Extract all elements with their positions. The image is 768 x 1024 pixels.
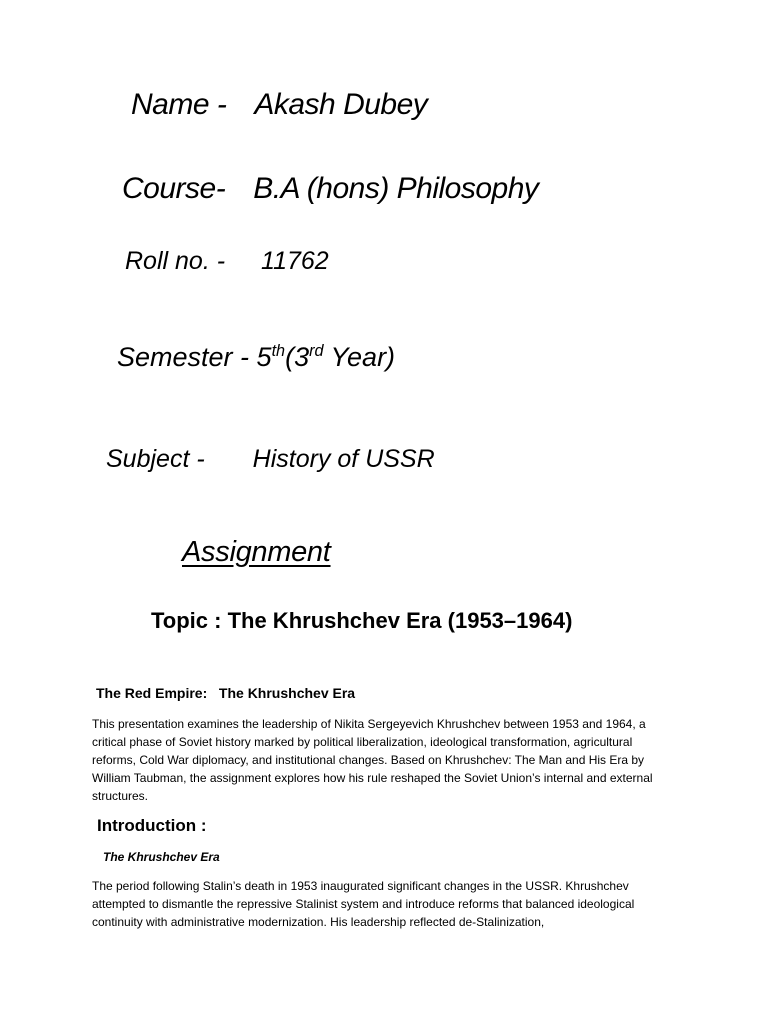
semester-year-close: Year) [323,342,396,372]
subject-value: History of USSR [252,445,435,473]
summary-paragraph: This presentation examines the leadership of Nikita Sergeyevich Khrushchev between 1953 and 1964, a critical phase of Soviet history marked by political liberalization, ideological transformation, agricultural reforms, Cold War diplomacy, and institutional changes. Based on Khrushchev: The Man and His Era by William Taubman, the assignment explores how his rule reshaped the Soviet Union’s internal and external structures. [92,717,653,803]
assignment-heading: Assignment [182,536,331,568]
introduction-heading: Introduction : [97,816,207,835]
subject-line [106,445,435,474]
semester-line [117,342,395,373]
semester-label: Semester - 5 [117,342,272,372]
semester-year-open: (3 [285,342,310,372]
roll-label: Roll no. - [125,247,226,275]
name-line [131,88,427,122]
roll-value: 11762 [261,247,329,275]
course-label: Course- [122,172,226,205]
era-subheading: The Khrushchev Era [103,850,220,864]
name-value: Akash Dubey [254,88,428,121]
course-line [122,172,538,206]
name-label: Name - [131,88,227,121]
subject-label: Subject - [106,445,205,473]
year-suffix: rd [309,342,324,360]
topic-heading: Topic : The Khrushchev Era (1953–1964) [151,608,573,633]
section-heading-red-empire: The Red Empire: The Khrushchev Era [96,685,356,701]
semester-suffix: th [271,342,286,360]
roll-number-line [125,247,329,276]
course-value: B.A (hons) Philosophy [253,172,539,205]
introduction-paragraph: The period following Stalin’s death in 1953 inaugurated significant changes in the USSR. Khrushchev attempted to dismantle the repressive Stalinist system and introduce reforms that balanced ideological continuity with administrative modernization. His leadership reflected de-Stalinization, [92,879,635,929]
